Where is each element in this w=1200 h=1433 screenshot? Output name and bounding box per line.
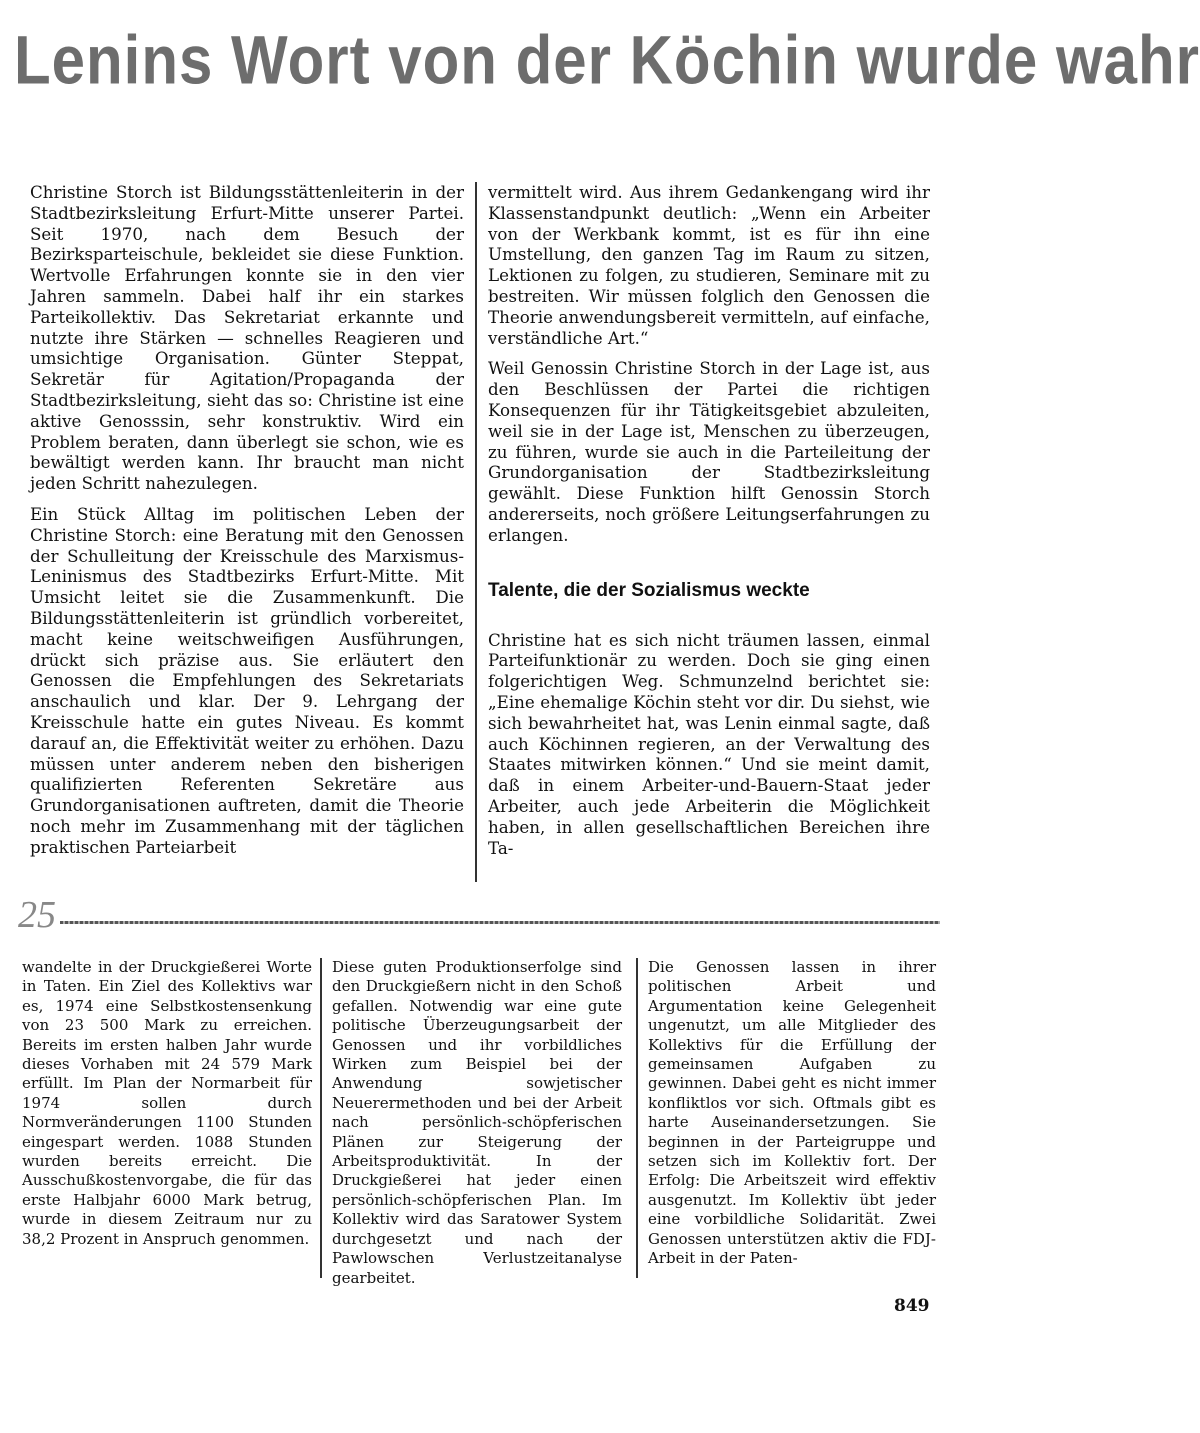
article-column-1 <box>30 182 464 868</box>
paragraph: Ein Stück Alltag im politischen Leben der Christine Storch: eine Beratung mit den Genossen der Schulleitung der Kreisschule des Marxismus-Leninismus des Stadtbezirks Erfurt-Mitte. Mit Umsicht leitet sie die Zusammenkunft. Die Bildungsstättenleiterin ist gründlich vorbereitet, macht keine weitschweifigen Ausführungen, drückt sich präzise aus. Sie erläutert den Genossen die Empfehlungen des Sekretariats anschaulich und klar. Der 9. Lehrgang der Kreisschule hatte ein gutes Niveau. Es kommt darauf an, die Effektivität weiter zu erhöhen. Dazu müssen unter anderem neben den bisherigen qualifizierten Referenten Sekretäre aus Grundorganisationen auftreten, damit die Theorie noch mehr im Zusammenhang mit der täglichen praktischen Parteiarbeit <box>30 503 464 857</box>
paragraph: Diese guten Produktionserfolge sind den Druckgießern nicht in den Schoß gefallen. Notwendig war eine gute politische Überzeugungsarbeit der Genossen und ihr vorbildliches Wirken zum Beispiel bei der Anwendung sowjetischer Neuerermethoden und bei der Arbeit nach persönlich-schöpferischen Plänen zur Steigerung der Arbeitsproduktivität. In der Druckgießerei hat jeder einen persönlich-schöpferischen Plan. Im Kollektiv wird das Saratower System durchgesetzt und nach der Pawlowschen Verlustzeitanalyse gearbeitet. <box>332 958 622 1287</box>
paragraph: Christine hat es sich nicht träumen lassen, einmal Parteifunktionär zu werden. Doch sie ging einen folgerichtigen Weg. Schmunzelnd berichtet sie: „Eine ehemalige Köchin steht vor dir. Du siehst, wie sich bewahrheitet hat, was Lenin einmal sagte, daß auch Köchinnen regieren, an der Verwaltung des Staates mitwirken können.“ Und sie meint damit, daß in einem Arbeiter-und-Bauern-Staat jeder Arbeiter, auch jede Arbeiterin die Möglichkeit haben, in allen gesellschaftlichen Bereichen ihre Ta- <box>488 629 930 858</box>
lower-column-2 <box>332 958 622 1288</box>
article-column-2 <box>488 182 930 868</box>
paragraph: Die Genossen lassen in ihrer politischen Arbeit und Argumentation keine Gelegenheit ungenutzt, um alle Mitglieder des Kollektivs für die Erfüllung der gemeinsamen Aufgaben zu gewinnen. Dabei geht es nicht immer konfliktlos vor sich. Oftmals gibt es harte Auseinandersetzungen. Sie beginnen in der Parteigruppe und setzen sich im Kollektiv fort. Der Erfolg: Die Arbeitszeit wird effektiv ausgenutzt. Im Kollektiv übt jeder eine vorbildliche Solidarität. Zwei Genossen unterstützen aktiv die FDJ-Arbeit in der Paten- <box>648 958 936 1268</box>
paragraph: Christine Storch ist Bildungsstättenleiterin in der Stadtbezirksleitung Erfurt-Mitte unserer Partei. Seit 1970, nach dem Besuch der Bezirksparteischule, bekleidet sie diese Funktion. Wertvolle Erfahrungen konnte sie in den vier Jahren sammeln. Dabei half ihr ein starkes Parteikollektiv. Das Sekretariat erkannte und nutzte ihre Stärken — schnelles Reagieren und umsichtige Organisation. Günter Steppat, Sekretär für Agitation/Propaganda der Stadtbezirksleitung, sieht das so: Christine ist eine aktive Genosssin, sehr konstruktiv. Wird ein Problem beraten, dann überlegt sie schon, wie es bewältigt werden kann. Ihr braucht man nicht jeden Schritt nahezulegen. <box>30 182 464 494</box>
column-divider <box>475 182 477 882</box>
column-divider <box>636 958 638 1278</box>
margin-page-mark: 25 <box>18 894 56 936</box>
paragraph: vermittelt wird. Aus ihrem Gedankengang wird ihr Klassenstandpunkt deutlich: „Wenn ein Arbeiter von der Werkbank kommt, ist es für ihn eine Umstellung, den ganzen Tag im Raum zu sitzen, Lektionen zu folgen, zu studieren, Seminare mit zu bestreiten. Wir müssen folglich den Genossen die Theorie anwendungsbereit vermitteln, auf einfache, verständliche Art.“ <box>488 182 930 348</box>
section-separator <box>60 921 940 924</box>
paragraph: wandelte in der Druckgießerei Worte in Taten. Ein Ziel des Kollektivs war es, 1974 eine Selbstkostensenkung von 23 500 Mark zu erreichen. Bereits im ersten halben Jahr wurde dieses Vorhaben mit 24 579 Mark erfüllt. Im Plan der Normarbeit für 1974 sollen durch Normveränderungen 1100 Stunden eingespart werden. 1088 Stunden wurden bereits erreicht. Die Ausschußkostenvorgabe, die für das erste Halbjahr 6000 Mark betrug, wurde in diesem Zeitraum nur zu 38,2 Prozent in Anspruch genommen. <box>22 958 312 1248</box>
lower-column-3 <box>648 958 936 1269</box>
page-number: 849 <box>894 1296 930 1316</box>
column-divider <box>320 958 322 1278</box>
lower-column-1 <box>22 958 312 1249</box>
paragraph: Weil Genossin Christine Storch in der Lage ist, aus den Beschlüssen der Partei die richtigen Konsequenzen für ihr Tätigkeitsgebiet abzuleiten, weil sie in der Lage ist, Menschen zu überzeugen, zu führen, wurde sie auch in die Parteileitung der Grundorganisation der Stadtbezirksleitung gewählt. Diese Funktion hilft Genossin Storch andererseits, noch größere Leitungserfahrungen zu erlangen. <box>488 358 930 545</box>
article-title: Lenins Wort von der Köchin wurde wahr <box>14 21 1200 99</box>
section-subheading: Talente, die der Sozialismus weckte <box>488 579 810 601</box>
